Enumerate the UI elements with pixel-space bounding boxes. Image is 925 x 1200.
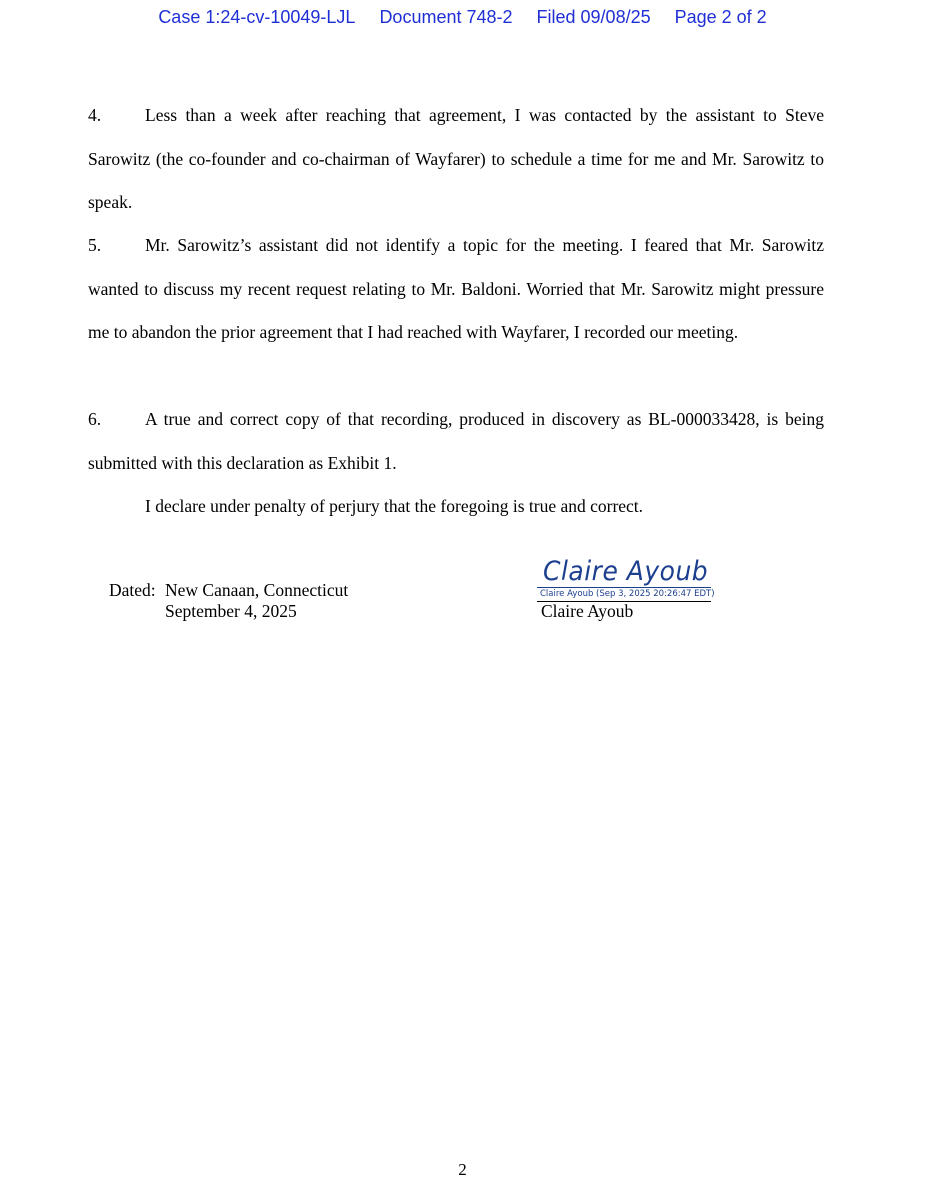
e-signature-stamp: Claire Ayoub (Sep 3, 2025 20:26:47 EDT): [540, 589, 715, 599]
page-number: 2: [458, 1160, 467, 1179]
document-number: Document 748-2: [379, 7, 513, 27]
signature-stroke-line: [537, 587, 711, 588]
page-indicator: Page 2 of 2: [674, 7, 767, 27]
case-number: Case 1:24-cv-10049-LJL: [158, 7, 356, 27]
dated-label: Dated:: [109, 580, 156, 600]
paragraph-text: Less than a week after reaching that agreement, I was contacted by the assistant to Steve Sarowitz (the co-founder and co-chairman of Wayfarer) to schedule a time for me and Mr. Sarowitz to speak.: [88, 105, 824, 212]
filed-date: Filed 09/08/25: [536, 7, 651, 27]
paragraph-text: Mr. Sarowitz’s assistant did not identify a topic for the meeting. I feared that Mr. Sarowitz wanted to discuss my recent request relating to Mr. Baldoni. Worried that Mr. Sarowitz might pressure me to abandon the prior agreement that I had reached with Wayfarer, I recorded our meeting.: [88, 235, 824, 342]
paragraph-6: [88, 398, 824, 485]
dated-date: September 4, 2025: [165, 601, 297, 621]
paragraph-number: 6.: [88, 409, 102, 429]
paragraph-5: [88, 224, 824, 355]
ecf-filing-header: [0, 7, 925, 28]
dated-place: New Canaan, Connecticut: [165, 580, 349, 600]
declaration-statement: [88, 485, 824, 529]
signatory-name: Claire Ayoub: [541, 601, 634, 621]
paragraph-4: [88, 94, 824, 225]
dated-block: [109, 580, 348, 622]
signature-script: Claire Ayoub: [543, 556, 709, 587]
declaration-text: I declare under penalty of perjury that the foregoing is true and correct.: [145, 496, 644, 516]
paragraph-number: 5.: [88, 235, 102, 255]
paragraph-number: 4.: [88, 105, 102, 125]
paragraph-text: A true and correct copy of that recording, produced in discovery as BL-000033428, is being submitted with this declaration as Exhibit 1.: [88, 409, 824, 473]
